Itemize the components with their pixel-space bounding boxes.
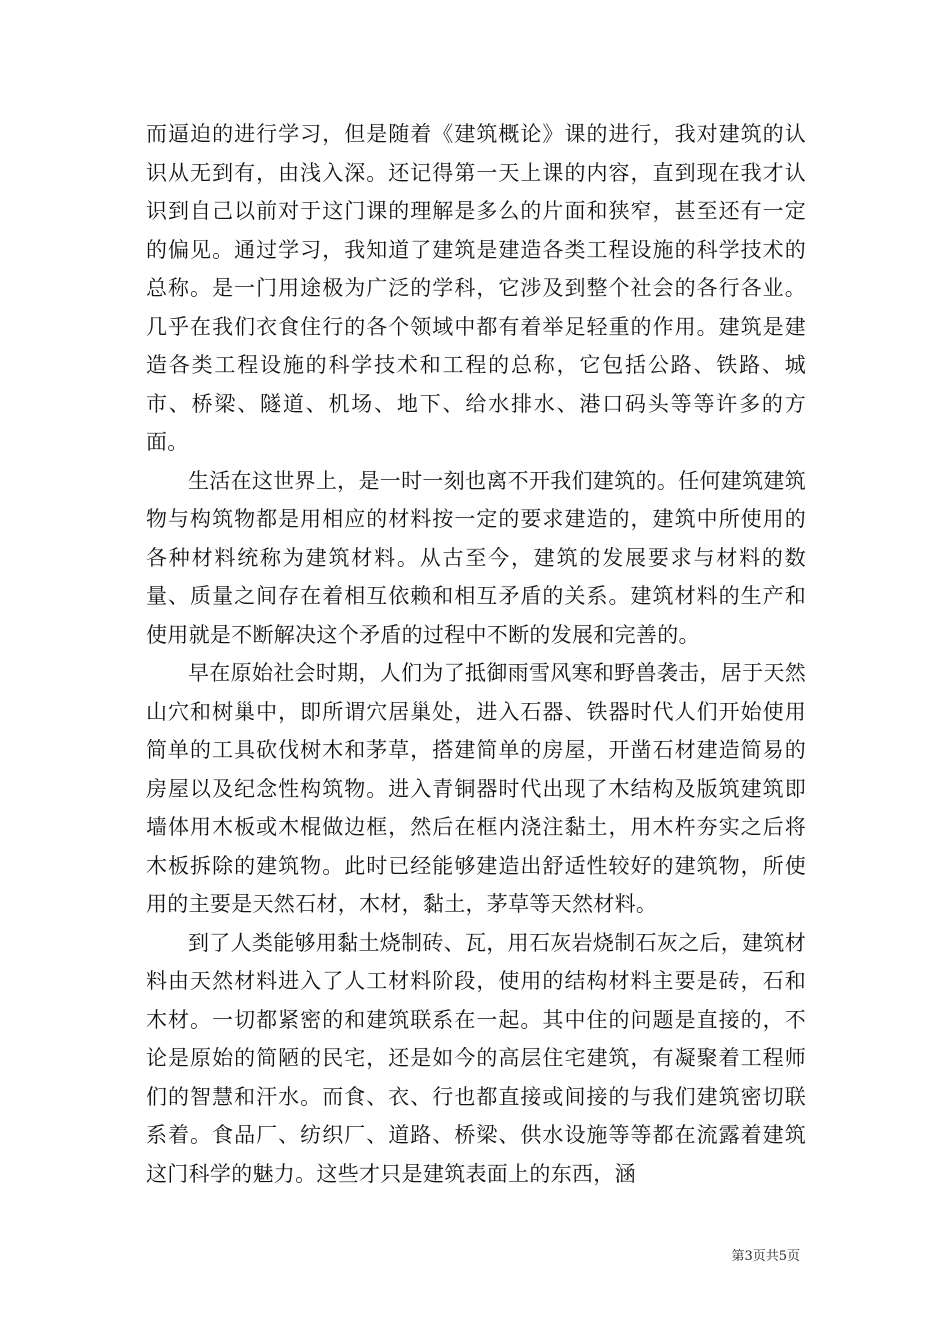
paragraph-2: 生活在这世界上，是一时一刻也离不开我们建筑的。任何建筑建筑物与构筑物都是用相应的材料按一定的要求建造的，建筑中所使用的各种材料统称为建筑材料。从古至今，建筑的发展要求与材料的数量、质量之间存在着相互依赖和相互矛盾的关系。建筑材料的生产和使用就是不断解决这个矛盾的过程中不断的发展和完善的。 (146, 468, 806, 647)
paragraph-1: 而逼迫的进行学习，但是随着《建筑概论》课的进行，我对建筑的认识从无到有，由浅入深。还记得第一天上课的内容，直到现在我才认识到自己以前对于这门课的理解是多么的片面和狭窄，甚至还有一定的偏见。通过学习，我知道了建筑是建造各类工程设施的科学技术的总称。是一门用途极为广泛的学科，它涉及到整个社会的各行各业。几乎在我们衣食住行的各个领域中都有着举足轻重的作用。建筑是建造各类工程设施的科学技术和工程的总称，它包括公路、铁路、城市、桥梁、隧道、机场、地下、给水排水、港口码头等等许多的方面。 (146, 122, 806, 454)
paragraph-3: 早在原始社会时期，人们为了抵御雨雪风寒和野兽袭击，居于天然山穴和树巢中，即所谓穴居巢处，进入石器、铁器时代人们开始使用简单的工具砍伐树木和茅草，搭建简单的房屋，开凿石材建造简易的房屋以及纪念性构筑物。进入青铜器时代出现了木结构及版筑建筑即墙体用木板或木棍做边框，然后在框内浇注黏土，用木杵夯实之后将木板拆除的建筑物。此时已经能够建造出舒适性较好的建筑物，所使用的主要是天然石材，木材，黏土，茅草等天然材料。 (146, 661, 806, 916)
document-body (146, 115, 806, 1193)
paragraph-4: 到了人类能够用黏土烧制砖、瓦，用石灰岩烧制石灰之后，建筑材料由天然材料进入了人工材料阶段，使用的结构材料主要是砖，石和木材。一切都紧密的和建筑联系在一起。其中住的问题是直接的，不论是原始的简陋的民宅，还是如今的高层住宅建筑，有凝聚着工程师们的智慧和汗水。而食、衣、行也都直接或间接的与我们建筑密切联系着。食品厂、纺织厂、道路、桥梁、供水设施等等都在流露着建筑这门科学的魅力。这些才只是建筑表面上的东西，涵 (146, 930, 806, 1186)
page-number: 第3页共5页 (731, 1249, 800, 1264)
